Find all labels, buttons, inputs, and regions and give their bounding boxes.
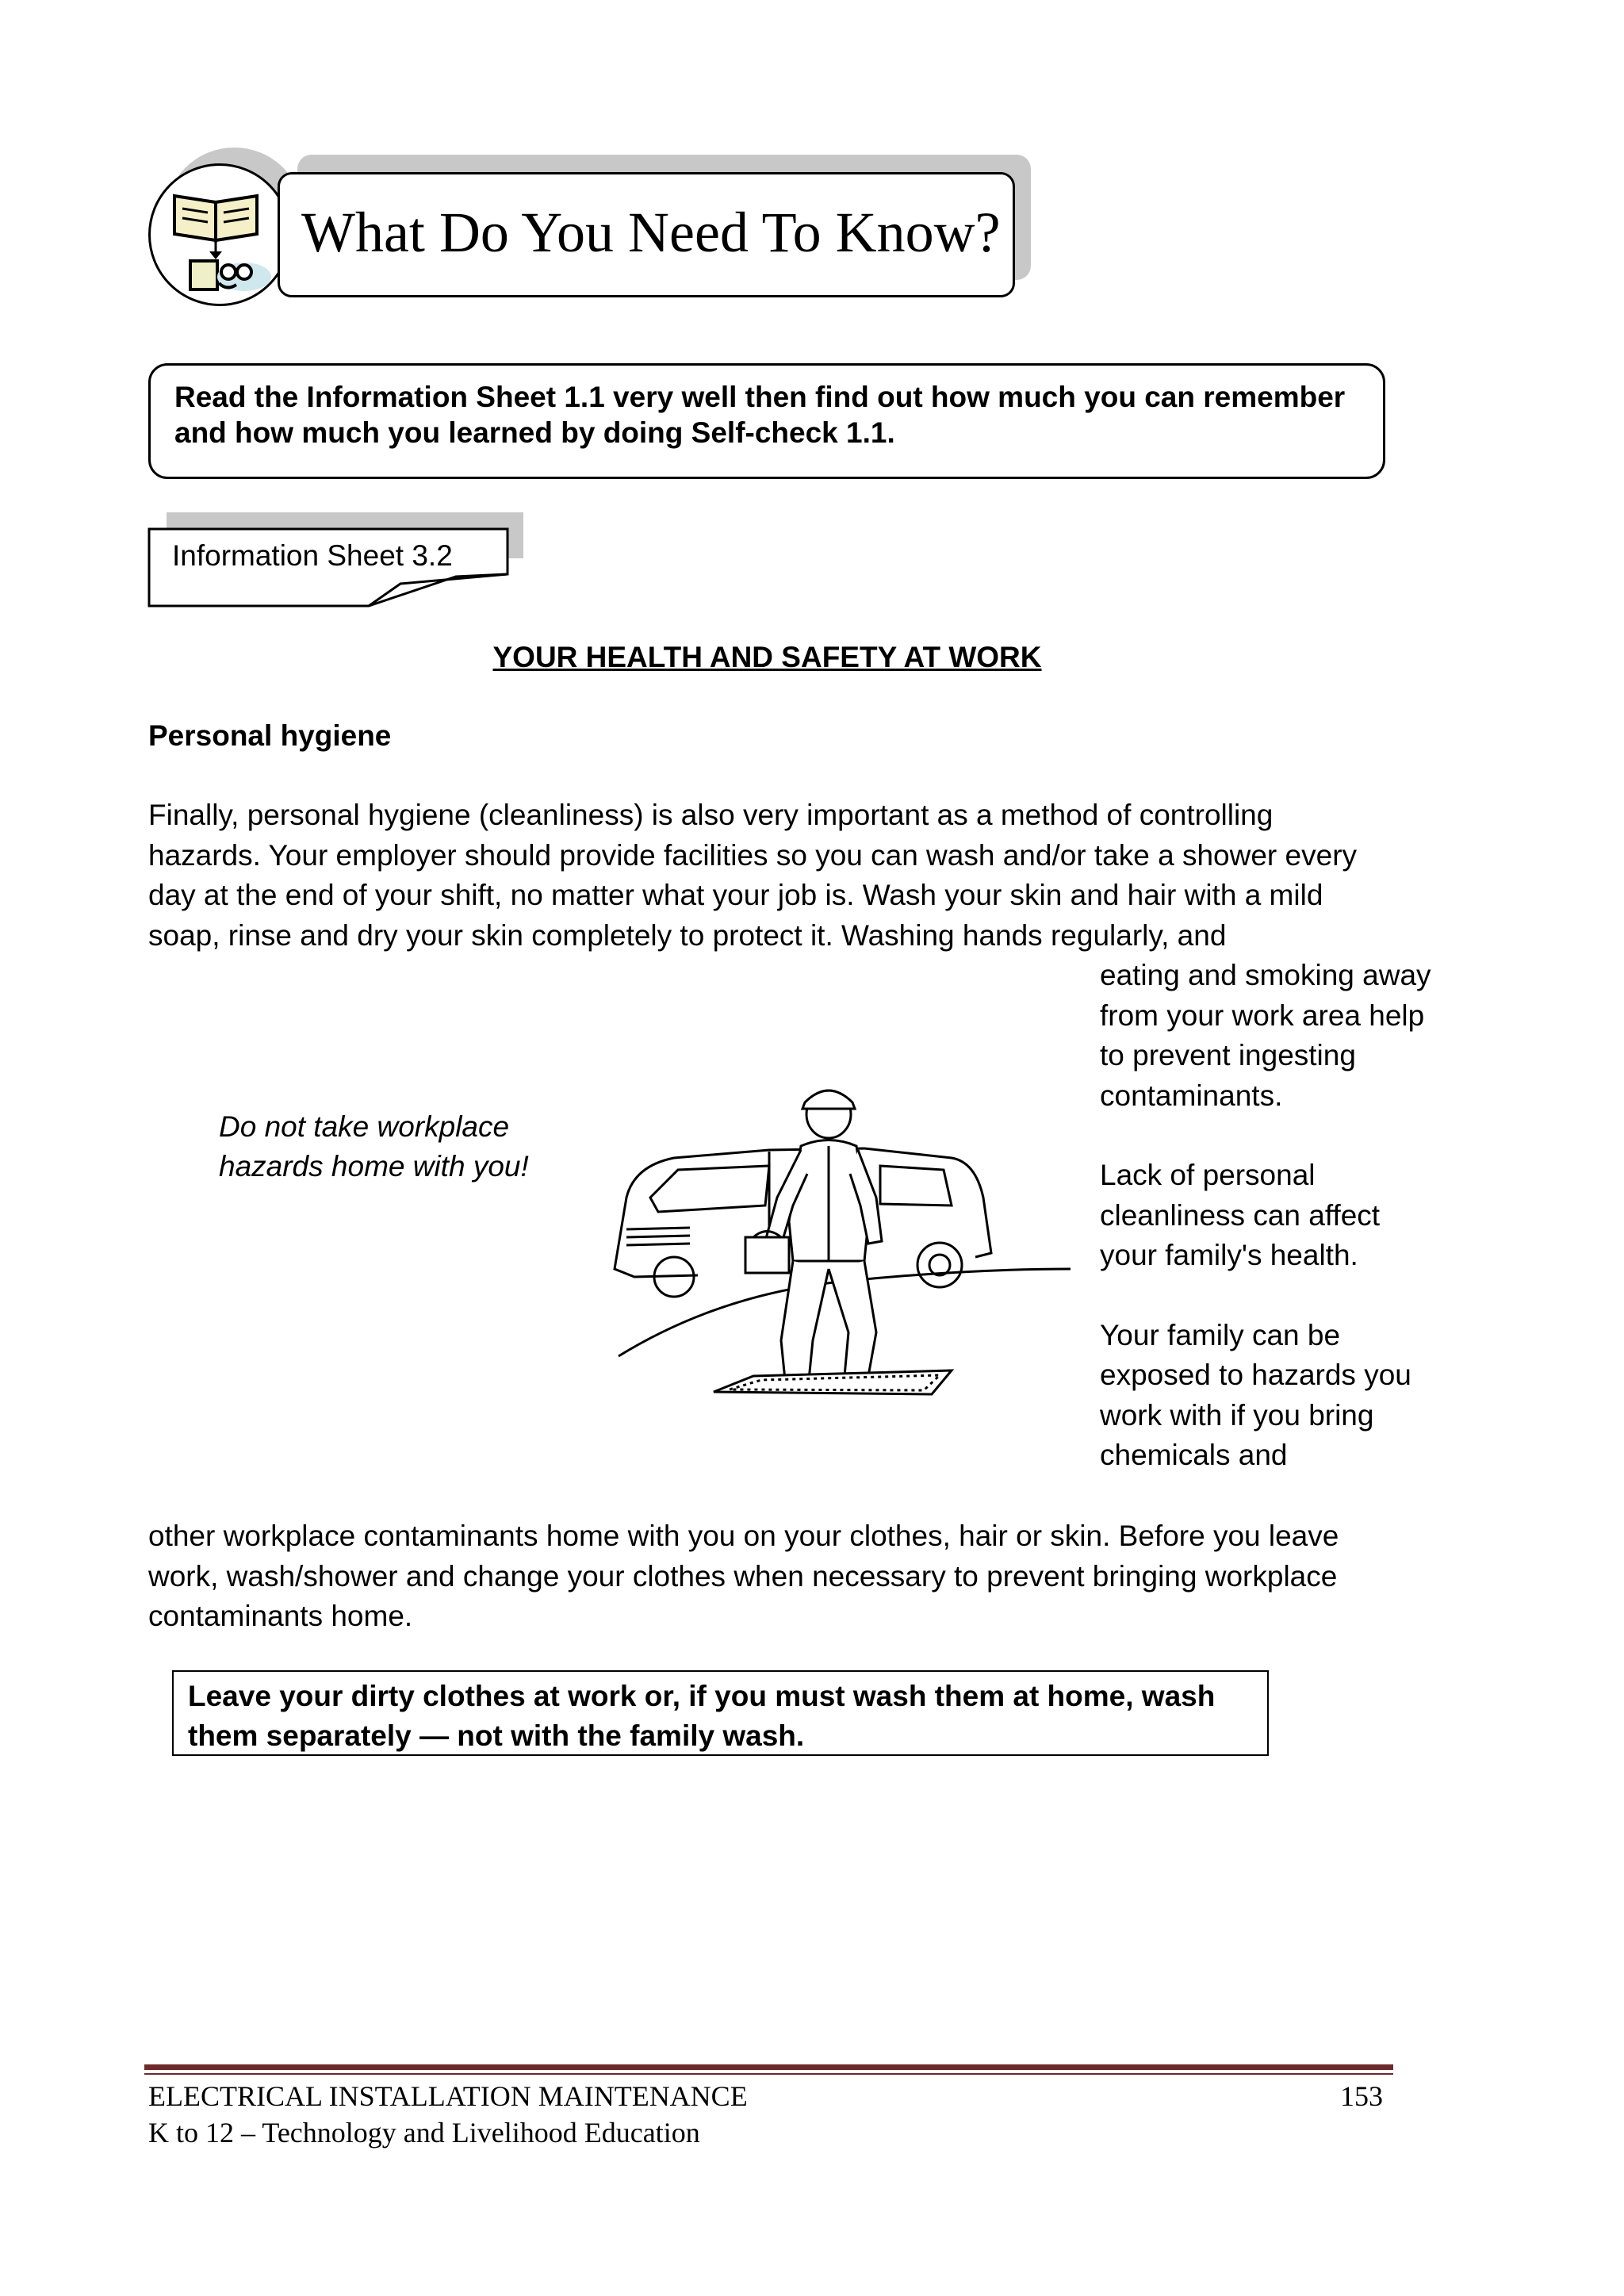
footer-rule-thin bbox=[144, 2073, 1393, 2075]
footer-program: K to 12 – Technology and Livelihood Education bbox=[148, 2117, 700, 2148]
section-title: YOUR HEALTH AND SAFETY AT WORK bbox=[492, 641, 1042, 673]
paragraph-closing: other workplace contaminants home with you on your clothes, hair or skin. Before you leave work, wash/shower and change your clothes when necessary to prevent bringing workplace contaminants home. bbox=[148, 1520, 1339, 1632]
side-paragraph-2: Lack of personal cleanliness can affect your family's health. bbox=[1100, 1159, 1381, 1271]
side-paragraph-3: Your family can be exposed to hazards you work with if you bring chemicals and bbox=[1100, 1318, 1411, 1471]
subheading: Personal hygiene bbox=[148, 719, 392, 752]
worker-leaving-van-illustration bbox=[603, 1079, 1078, 1420]
side-column bbox=[1100, 956, 1433, 1476]
note-text: Leave your dirty clothes at work or, if you must wash them at home, wash them separately — not with the family wash. bbox=[188, 1680, 1216, 1752]
illustration-caption: Do not take workplace hazards home with you! bbox=[219, 1110, 529, 1182]
instruction-text: Read the Information Sheet 1.1 very well then find out how much you can remember and how much you learned by doing Self-check 1.1. bbox=[174, 381, 1346, 449]
side-paragraph-1: eating and smoking away from your work area help to prevent ingesting contaminants. bbox=[1100, 959, 1431, 1112]
footer-rule bbox=[144, 2064, 1393, 2070]
book-reader-icon bbox=[159, 178, 278, 301]
info-sheet-label: Information Sheet 3.2 bbox=[172, 539, 453, 572]
page-number: 153 bbox=[1340, 2080, 1383, 2112]
page-title: What Do You Need To Know? bbox=[301, 201, 1001, 264]
footer-course: ELECTRICAL INSTALLATION MAINTENANCE bbox=[148, 2080, 748, 2112]
paragraph-intro: Finally, personal hygiene (cleanliness) is also very important as a method of controlling hazards. Your employer should provide facilities so you can wash and/or take a shower every day at the end of your shift, no matter what your job is. Wash your skin and hair with a mild soap, rinse and dry your skin completely to protect it. Washing hands regularly, and bbox=[148, 799, 1358, 952]
